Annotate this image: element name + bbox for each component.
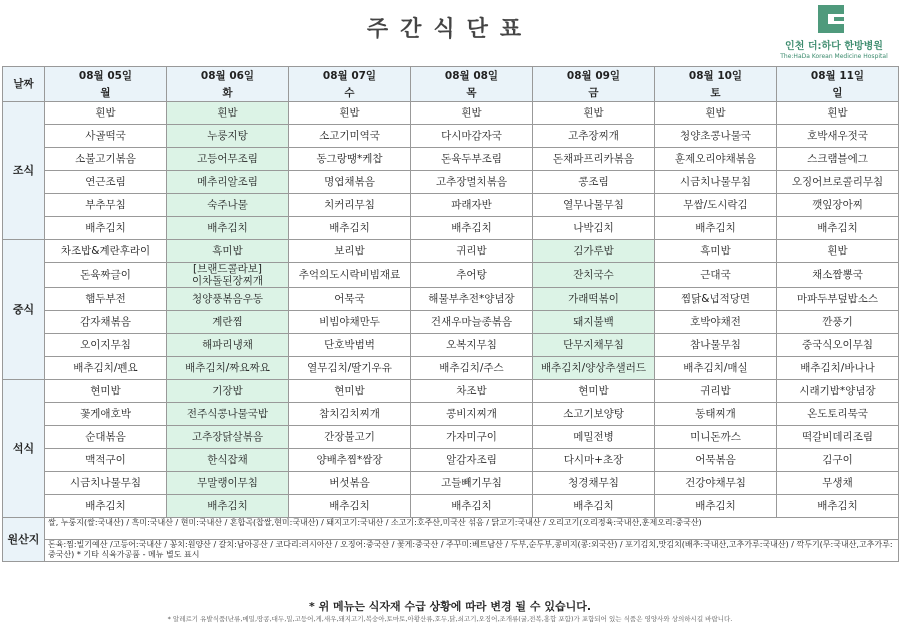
- menu-item: 사골떡국: [45, 125, 167, 148]
- date-header: 08월 06일: [167, 67, 289, 85]
- menu-item: 보리밥: [289, 240, 411, 263]
- menu-item: 콩조림: [533, 171, 655, 194]
- menu-item: 배추김치/펜요: [45, 357, 167, 380]
- menu-item: 배추김치: [655, 217, 777, 240]
- menu-item: 가자미구이: [411, 426, 533, 449]
- menu-item: 배추김치/매실: [655, 357, 777, 380]
- allergy-notice: * 알레르기 유발식품(난류,메밀,땅콩,대두,밀,고등어,게,새우,돼지고기,복숭아,토마토,아황산류,호두,닭,쇠고기,오징어,조개류(굴,전복,홍합 포함)가 포함되어 있는 식품은 영양사와 상의하시길 바랍니다.: [167, 615, 733, 623]
- menu-row: [3, 472, 899, 495]
- menu-item: 배추김치: [777, 495, 899, 518]
- menu-item: 간장불고기: [289, 426, 411, 449]
- menu-item: 돼지불백: [533, 311, 655, 334]
- menu-item: 귀리밥: [411, 240, 533, 263]
- menu-row: [3, 263, 899, 288]
- menu-item: 차조밥: [411, 380, 533, 403]
- menu-row: [3, 426, 899, 449]
- menu-item: 다시마+초장: [533, 449, 655, 472]
- page-title: 주간식단표: [366, 17, 534, 42]
- menu-item: 해물부추전*양념장: [411, 288, 533, 311]
- menu-item: 중국식오이무침: [777, 334, 899, 357]
- menu-item: 채소짬뽕국: [777, 263, 899, 288]
- menu-item: 열무나물무침: [533, 194, 655, 217]
- menu-item: 잔치국수: [533, 263, 655, 288]
- menu-item: 떡갈비데리조림: [777, 426, 899, 449]
- menu-item: 흰밥: [533, 102, 655, 125]
- menu-item: 흰밥: [289, 102, 411, 125]
- menu-item: 훈제오리야채볶음: [655, 148, 777, 171]
- menu-item: 동그랑땡*케찹: [289, 148, 411, 171]
- menu-item: 마파두부덮밥소스: [777, 288, 899, 311]
- menu-row: [3, 403, 899, 426]
- menu-item: 흰밥: [167, 102, 289, 125]
- weekday-header: 일: [777, 84, 899, 102]
- menu-item: 돈채파프리카볶음: [533, 148, 655, 171]
- meal-label: 조식: [3, 102, 45, 240]
- menu-item: 배추김치/주스: [411, 357, 533, 380]
- logo-mark-icon: [818, 5, 844, 33]
- menu-item: 무생채: [777, 472, 899, 495]
- menu-item: 오징어브로콜리무침: [777, 171, 899, 194]
- menu-item: 호박새우젓국: [777, 125, 899, 148]
- menu-item: 추어탕: [411, 263, 533, 288]
- menu-item: 깻잎장아찌: [777, 194, 899, 217]
- hospital-logo: [774, 5, 894, 65]
- menu-item: 동태찌개: [655, 403, 777, 426]
- menu-row: [3, 495, 899, 518]
- menu-item: 배추김치: [777, 217, 899, 240]
- menu-item: 누룽지탕: [167, 125, 289, 148]
- menu-item: 호박야채전: [655, 311, 777, 334]
- menu-item: 배추김치: [45, 495, 167, 518]
- weekday-header: 월: [45, 84, 167, 102]
- menu-item: 메추리알조림: [167, 171, 289, 194]
- menu-item: 시금치나물무침: [45, 472, 167, 495]
- menu-item: 계란찜: [167, 311, 289, 334]
- menu-item: 참나물무침: [655, 334, 777, 357]
- menu-item: 오복지무침: [411, 334, 533, 357]
- menu-item: 귀리밥: [655, 380, 777, 403]
- menu-row: [3, 449, 899, 472]
- menu-item: 배추김치: [167, 217, 289, 240]
- meal-label: 석식: [3, 380, 45, 518]
- weekday-header: 수: [289, 84, 411, 102]
- menu-item: 꽃게애호박: [45, 403, 167, 426]
- menu-item: 청경채무침: [533, 472, 655, 495]
- menu-item: 흰밥: [777, 240, 899, 263]
- menu-item: 배추김치: [411, 217, 533, 240]
- menu-item: 흰밥: [45, 102, 167, 125]
- menu-row: [3, 148, 899, 171]
- menu-row: [3, 334, 899, 357]
- menu-item: 소고기보양탕: [533, 403, 655, 426]
- origin-label: 원산지: [3, 518, 45, 562]
- menu-item: 가래떡볶이: [533, 288, 655, 311]
- date-header: 08월 10일: [655, 67, 777, 85]
- weekday-header: 목: [411, 84, 533, 102]
- menu-item: 흑미밥: [167, 240, 289, 263]
- menu-item: 차조밥&계란후라이: [45, 240, 167, 263]
- menu-item: 소고기미역국: [289, 125, 411, 148]
- menu-item: 흰밥: [411, 102, 533, 125]
- menu-item: 배추김치: [45, 217, 167, 240]
- date-header: 08월 09일: [533, 67, 655, 85]
- menu-item: 현미밥: [289, 380, 411, 403]
- date-header: 08월 05일: [45, 67, 167, 85]
- menu-item: 돈육두부조림: [411, 148, 533, 171]
- menu-row: [3, 171, 899, 194]
- menu-item: 기장밥: [167, 380, 289, 403]
- menu-item: 맥적구이: [45, 449, 167, 472]
- logo-korean-name: 인천 더:하다 한방병원: [785, 41, 883, 52]
- menu-item: 현미밥: [533, 380, 655, 403]
- menu-item: 흰밥: [655, 102, 777, 125]
- menu-item: 전주식콩나물국밥: [167, 403, 289, 426]
- menu-item: 열무김치/딸기우유: [289, 357, 411, 380]
- menu-item: 버섯볶음: [289, 472, 411, 495]
- menu-item: 배추김치/바나나: [777, 357, 899, 380]
- menu-item: 시래기밥*양념장: [777, 380, 899, 403]
- menu-row: [3, 311, 899, 334]
- menu-item: 배추김치/양상추샐러드: [533, 357, 655, 380]
- menu-item: 콩비지찌개: [411, 403, 533, 426]
- weekday-header: 토: [655, 84, 777, 102]
- menu-item: 메밀전병: [533, 426, 655, 449]
- menu-item: 배추김치: [655, 495, 777, 518]
- menu-item: 배추김치: [411, 495, 533, 518]
- menu-item: 비빔야채만두: [289, 311, 411, 334]
- menu-item: 배추김치: [533, 495, 655, 518]
- menu-item: 명엽채볶음: [289, 171, 411, 194]
- menu-item: 미니돈까스: [655, 426, 777, 449]
- change-notice: * 위 메뉴는 식자재 수급 상황에 따라 변경 될 수 있습니다.: [309, 600, 591, 613]
- meal-label: 중식: [3, 240, 45, 380]
- menu-item: 나박김치: [533, 217, 655, 240]
- menu-item: 건새우마늘종볶음: [411, 311, 533, 334]
- menu-item: 건강야채무침: [655, 472, 777, 495]
- menu-item: 어묵국: [289, 288, 411, 311]
- menu-item: 고추장닭살볶음: [167, 426, 289, 449]
- menu-item: 배추김치: [167, 495, 289, 518]
- menu-item: 알감자조림: [411, 449, 533, 472]
- menu-row: [3, 194, 899, 217]
- menu-row: [3, 357, 899, 380]
- menu-item: 무말랭이무침: [167, 472, 289, 495]
- menu-item: 단무지채무침: [533, 334, 655, 357]
- menu-item: [브랜드콜라보] 이차돌된장찌개: [167, 263, 289, 288]
- menu-item: 다시마감자국: [411, 125, 533, 148]
- menu-item: 흰밥: [777, 102, 899, 125]
- menu-item: 고등어무조림: [167, 148, 289, 171]
- date-header: 08월 08일: [411, 67, 533, 85]
- menu-item: 배추김치: [289, 495, 411, 518]
- menu-item: 김가루밥: [533, 240, 655, 263]
- menu-item: 무쌈/도시락김: [655, 194, 777, 217]
- weekly-menu-table: [2, 66, 899, 562]
- menu-item: 햄두부전: [45, 288, 167, 311]
- menu-item: 고추장찌개: [533, 125, 655, 148]
- menu-item: 현미밥: [45, 380, 167, 403]
- menu-item: 김구이: [777, 449, 899, 472]
- menu-item: 단호박범벅: [289, 334, 411, 357]
- menu-item: 치커리무침: [289, 194, 411, 217]
- menu-item: 해파리냉채: [167, 334, 289, 357]
- menu-item: 스크램블에그: [777, 148, 899, 171]
- menu-item: 한식잡채: [167, 449, 289, 472]
- menu-row: [3, 380, 899, 403]
- menu-item: 돈육짜글이: [45, 263, 167, 288]
- menu-item: 감자채볶음: [45, 311, 167, 334]
- menu-item: 숙주나물: [167, 194, 289, 217]
- date-header: 08월 11일: [777, 67, 899, 85]
- date-header: 08월 07일: [289, 67, 411, 85]
- menu-item: 소불고기볶음: [45, 148, 167, 171]
- menu-item: 배추김치/짜요짜요: [167, 357, 289, 380]
- weekday-header: 금: [533, 84, 655, 102]
- menu-row: [3, 217, 899, 240]
- menu-item: 흑미밥: [655, 240, 777, 263]
- menu-item: 파래자반: [411, 194, 533, 217]
- origin-line-2: 돈육:찜:빌기예산 /고등어:국내산 / 꽁치:원양산 / 갈치:남아공산 / 코다리:러시아산 / 오징어:중국산 / 꽃게:중국산 / 주꾸미:베트남산 / 두부,순두부,콩비지(콩:외국산) / 포기김치,맛김치(배추:국내산,고추가루:국내산) / 깍두기(무:국내산,고추가루:중국산) * 기타 식육가공품 - 메뉴 별도 표시: [45, 540, 899, 562]
- menu-item: 어묵볶음: [655, 449, 777, 472]
- menu-item: 연근조림: [45, 171, 167, 194]
- date-header-label: 날짜: [3, 67, 45, 102]
- menu-item: 참치김치찌개: [289, 403, 411, 426]
- menu-item: 시금치나물무침: [655, 171, 777, 194]
- menu-item: 청양초콩나물국: [655, 125, 777, 148]
- menu-row: [3, 288, 899, 311]
- logo-english-name: The:HaDa Korean Medicine Hospital: [780, 53, 888, 60]
- weekday-header: 화: [167, 84, 289, 102]
- menu-item: 부추무침: [45, 194, 167, 217]
- menu-row: [3, 125, 899, 148]
- menu-item: 고추장멸치볶음: [411, 171, 533, 194]
- menu-item: 양배추찜*쌈장: [289, 449, 411, 472]
- menu-row: [3, 240, 899, 263]
- menu-row: [3, 102, 899, 125]
- menu-item: 추억의도시락비빔재료: [289, 263, 411, 288]
- menu-item: 찜닭&넙적당면: [655, 288, 777, 311]
- menu-item: 근대국: [655, 263, 777, 288]
- menu-item: 순대볶음: [45, 426, 167, 449]
- menu-item: 온도토리묵국: [777, 403, 899, 426]
- menu-item: 깐풍기: [777, 311, 899, 334]
- menu-item: 고들빼기무침: [411, 472, 533, 495]
- menu-item: 오이지무침: [45, 334, 167, 357]
- menu-item: 청양풍볶음우동: [167, 288, 289, 311]
- origin-line-1: 쌀, 누룽지(쌀:국내산) / 흑미:국내산 / 현미:국내산 / 혼합곡(찹쌀,현미:국내산) / 돼지고기:국내산 / 소고기:호주산,미국산 섞음 / 닭고기:국내산 / 오리고기(오리정육:국내산,훈제오리:중국산): [45, 518, 899, 540]
- menu-item: 배추김치: [289, 217, 411, 240]
